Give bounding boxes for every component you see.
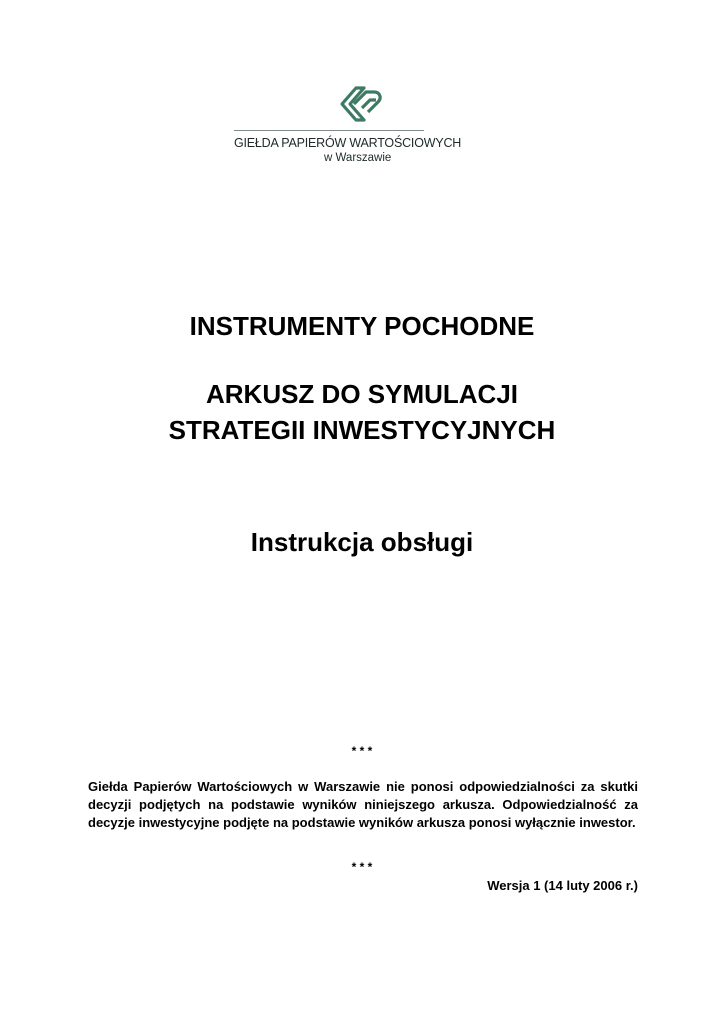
disclaimer: Giełda Papierów Wartościowych w Warszawie nie ponosi odpowiedzialności za skutki decyzji podjętych na podstawie wyników niniejszego arkusza. Odpowiedzialność za decyzje inwestycyjne podjęte na podstawie wyników arkusza ponosi wyłącznie inwestor.: [88, 779, 638, 830]
logo-divider: [234, 130, 424, 131]
document-subtitle-line-2: STRATEGII INWESTYCYJNYCH: [168, 415, 556, 445]
separator-bottom: * * *: [351, 860, 373, 874]
document-title: INSTRUMENTY POCHODNE: [189, 311, 535, 341]
separator-top: * * *: [351, 744, 373, 758]
document-subtitle-line-1: ARKUSZ DO SYMULACJI: [205, 379, 518, 409]
gpw-logo: [234, 84, 490, 170]
gpw-emblem-icon: [338, 84, 384, 124]
logo-name: GIEŁDA PAPIERÓW WARTOŚCIOWYCH: [234, 136, 462, 150]
logo-subtitle: w Warszawie: [324, 152, 392, 164]
document-type: Instrukcja obsługi: [250, 527, 474, 557]
version-info: Wersja 1 (14 luty 2006 r.): [487, 878, 638, 893]
